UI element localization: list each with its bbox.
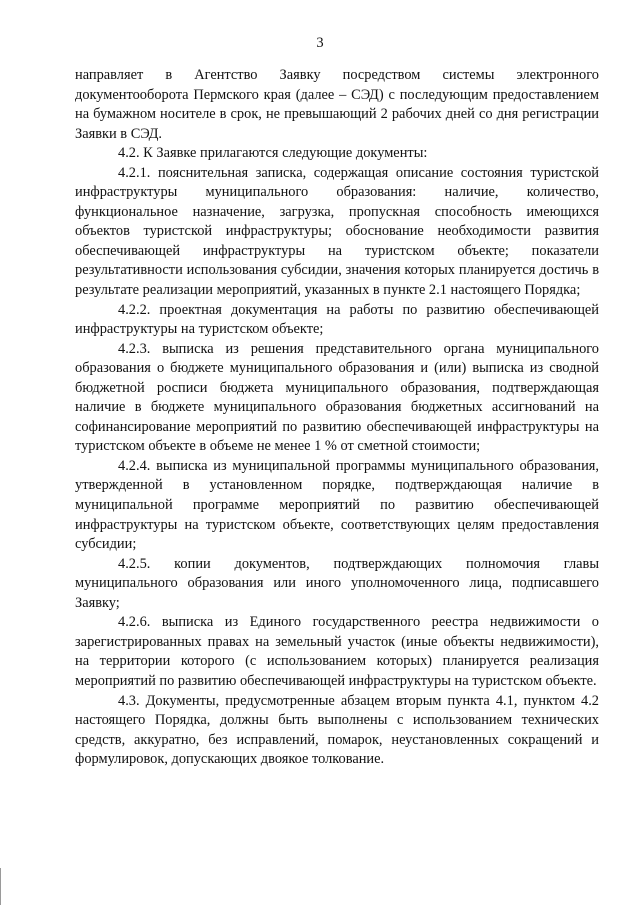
- paragraph-4-2-5: 4.2.5. копии документов, подтверждающих полномочия главы муниципального образования или иного уполномоченного лица, подписавшего Заявку;: [75, 555, 599, 611]
- paragraph-4-2-2: 4.2.2. проектная документация на работы по развитию обеспечивающей инфраструктуры на туристском объекте;: [75, 301, 599, 338]
- paragraph-continuation: направляет в Агентство Заявку посредством системы электронного документооборота Пермского края (далее – СЭД) с последующим предоставлением на бумажном носителе в срок, не превышающий 2 рабочих дней со дня регистрации Заявки в СЭД.: [75, 67, 599, 142]
- paragraph-4-2-4: 4.2.4. выписка из муниципальной программы муниципального образования, утвержденной в установленном порядке, подтверждающая наличие в муниципальной программе мероприятий по развитию обеспечивающей инфраструктуры на туристском объекте, соответствующих целям предоставления субсидии;: [75, 457, 599, 553]
- paragraph-4-2-1: 4.2.1. пояснительная записка, содержащая описание состояния туристской инфраструктуры муниципального образования: наличие, количество, функциональное назначение, загрузка, пропускная способность имеющихся объектов туристской инфраструктуры; обоснование необходимости развития обеспечивающей инфраструктуры на туристском объекте; показатели результативности использования субсидии, значения которых планируется достичь в результате реализации мероприятий, указанных в пункте 2.1 настоящего Порядка;: [75, 164, 599, 299]
- document-body: [75, 66, 599, 770]
- paragraph-4-2-3: 4.2.3. выписка из решения представительного органа муниципального образования о бюджете муниципального образования и (или) выписка из сводной бюджетной росписи бюджета муниципального образования, подтверждающая наличие в бюджете муниципального образования бюджетных ассигнований на софинансирование мероприятий по развитию обеспечивающей инфраструктуры на туристском объекте в объеме не менее 1 % от сметной стоимости;: [75, 340, 599, 455]
- paragraph-4-2-6: 4.2.6. выписка из Единого государственного реестра недвижимости о зарегистрированных правах на земельный участок (иные объекты недвижимости), на территории которого (с использованием которых) планируется реализация мероприятий по развитию обеспечивающей инфраструктуры на туристском объекте.: [75, 614, 599, 689]
- paragraph-4-2: 4.2. К Заявке прилагаются следующие документы:: [118, 145, 428, 162]
- page-number: 3: [316, 35, 324, 51]
- scan-edge-mark: [0, 868, 1, 905]
- paragraph-4-3: 4.3. Документы, предусмотренные абзацем вторым пункта 4.1, пунктом 4.2 настоящего Порядка, должны быть выполнены с использованием технических средств, аккуратно, без исправлений, помарок, неустановленных сокращений и формулировок, допускающих двоякое толкование.: [75, 692, 599, 768]
